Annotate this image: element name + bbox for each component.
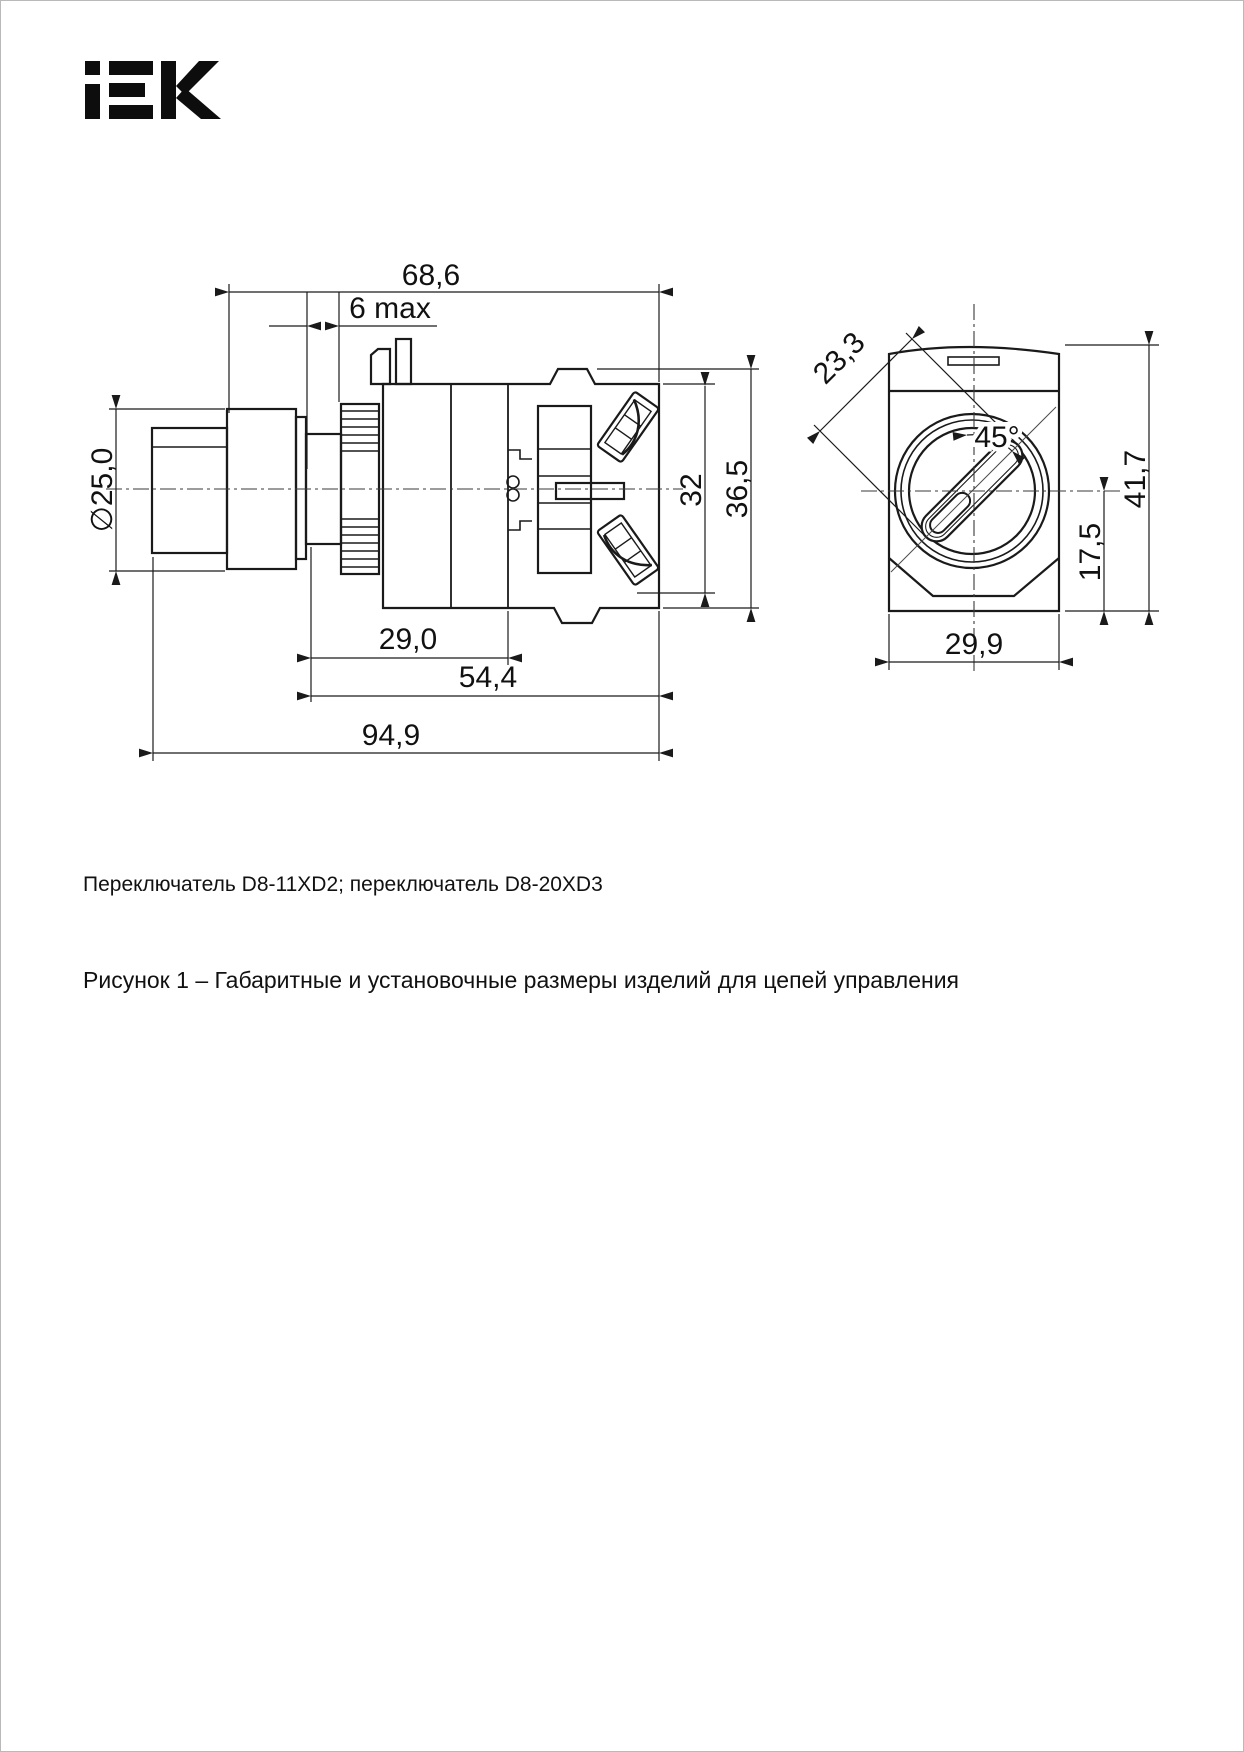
logo-i-dot — [85, 61, 100, 75]
logo-e-bottom — [109, 105, 153, 119]
logo-k-stem — [161, 61, 176, 119]
product-label: Переключатель D8-11XD2; переключатель D8-20XD3 — [83, 873, 603, 896]
body-outline — [383, 369, 659, 623]
logo-i-stem — [85, 84, 100, 119]
dim-overall-length: 94,9 — [361, 719, 421, 752]
bezel-ring — [296, 417, 306, 559]
clip-tab-2 — [396, 339, 411, 384]
logo-e-top — [109, 61, 153, 75]
terminal-clamp-lower — [597, 514, 659, 585]
front-view — [861, 304, 1123, 671]
logo-k-lower-arm — [176, 88, 221, 119]
dim-front-width: 29,9 — [944, 628, 1004, 661]
side-view — [106, 339, 683, 623]
dim-rotation-angle: 45° — [974, 421, 1020, 454]
dim-body-length: 54,4 — [458, 661, 518, 694]
dim-panel-thickness: 6 max — [349, 292, 431, 325]
dim-handle-diagonal: 23,3 — [806, 325, 872, 391]
logo-e-mid — [109, 83, 145, 97]
dim-body-height-max: 36,5 — [721, 459, 754, 519]
dim-overall-height: 41,7 — [1119, 449, 1152, 509]
dim-overall-width: 68,6 — [401, 259, 461, 292]
logo-k-upper-arm — [176, 61, 219, 95]
dim-body-height: 32 — [675, 473, 708, 507]
iek-logo — [85, 61, 221, 119]
terminal-clamp-upper — [597, 391, 659, 462]
dim-center-to-bottom: 17,5 — [1074, 522, 1107, 582]
clip-tab-1 — [371, 349, 390, 384]
dim-actuator-diameter: ∅25,0 — [86, 447, 119, 533]
side-view-dimensions — [109, 284, 759, 761]
figure-caption: Рисунок 1 – Габаритные и установочные размеры изделий для цепей управления — [83, 967, 960, 993]
side-view-dim-labels — [86, 259, 754, 752]
dim-behind-panel-depth: 29,0 — [378, 623, 438, 656]
